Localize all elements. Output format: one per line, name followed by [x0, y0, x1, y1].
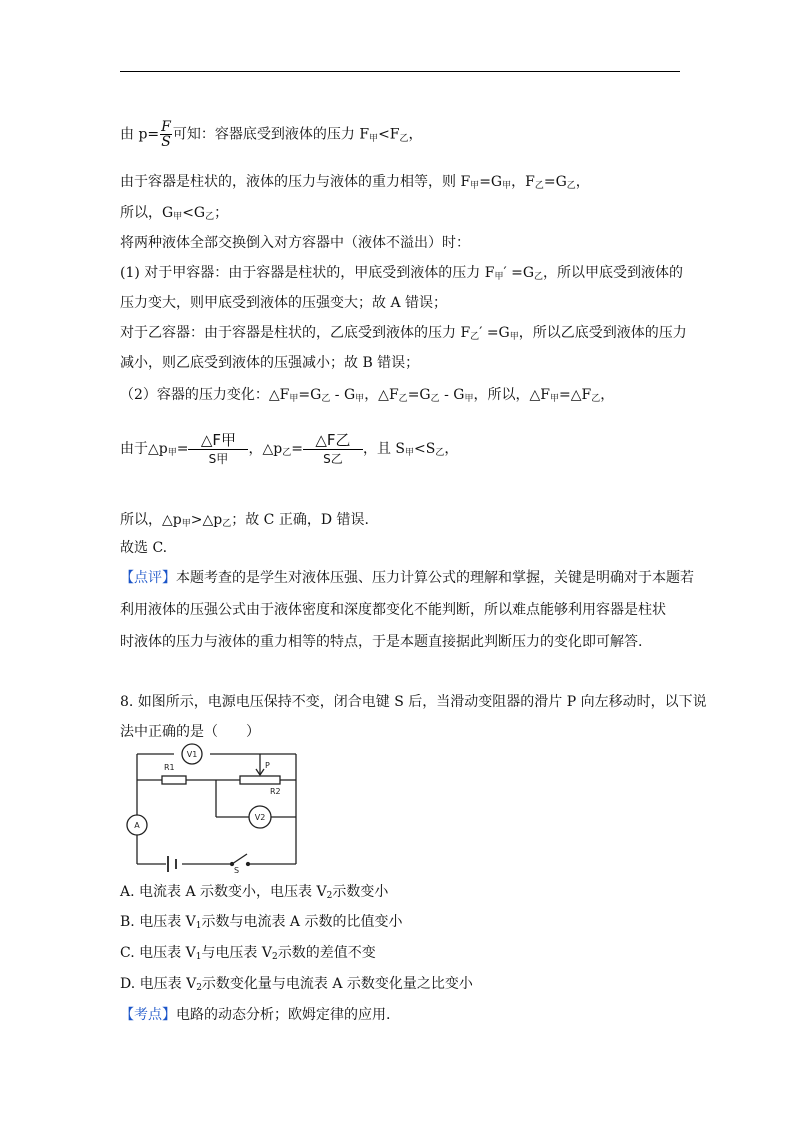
text-line: 所以，△p甲>△p乙；故 C 正确，D 错误.	[120, 512, 369, 529]
option-b: B. 电压表 V1示数与电流表 A 示数的比值变小	[120, 914, 403, 931]
text-line: 所以，G甲<G乙；	[120, 205, 229, 222]
option-a: A. 电流表 A 示数变小，电压表 V2示数变小	[120, 884, 389, 901]
question-line: 8. 如图所示，电源电压保持不变，闭合电键 S 后，当滑动变阻器的滑片 P 向左移动时，以下说	[120, 694, 707, 710]
review-line: 利用液体的压强公式由于液体密度和深度都变化不能判断，所以难点能够利用容器是柱状	[120, 602, 666, 618]
v2-label: V2	[254, 813, 266, 822]
rheostat-r2	[240, 776, 280, 784]
review-line: 【点评】本题考查的是学生对液体压强、压力计算公式的理解和掌握，关键是明确对于本题若	[120, 570, 694, 586]
answer-line: 故选 C.	[120, 540, 168, 556]
p-label: P	[265, 761, 270, 770]
text-line: (1) 对于甲容器：由于容器是柱状的，甲底受到液体的压力 F甲′ =G乙，所以甲底受到液体的	[120, 265, 684, 282]
switch-icon	[232, 854, 247, 864]
text-line: 压力变大，则甲底受到液体的压强变大；故 A 错误；	[120, 295, 448, 311]
review-line: 时液体的压力与液体的重力相等的特点，于是本题直接据此判断压力的变化即可解答.	[120, 634, 643, 650]
text-line: 由于容器是柱状的，液体的压力与液体的重力相等，则 F甲=G甲，F乙=G乙，	[120, 174, 590, 191]
a-label: A	[134, 821, 140, 830]
knowledge-tag: 【考点】	[120, 1007, 176, 1023]
circuit-diagram	[120, 742, 310, 874]
text-line: 将两种液体全部交换倒入对方容器中（液体不溢出）时：	[120, 235, 470, 251]
text-line: 对于乙容器：由于容器是柱状的，乙底受到液体的压力 F乙′ =G甲，所以乙底受到液体的压力	[120, 325, 687, 342]
text-line: 由 p= $\frac{F}{S}$ 可知：容器底受到液体的压力 F甲<F乙，	[120, 119, 423, 150]
option-d: D. 电压表 V2示数变化量与电流表 A 示数变化量之比变小	[120, 976, 473, 993]
v1-label: V1	[186, 750, 198, 759]
text-line: 减小，则乙底受到液体的压强减小；故 B 错误；	[120, 355, 420, 371]
resistor-r1	[162, 776, 186, 784]
r2-label: R2	[270, 787, 281, 796]
option-c: C. 电压表 V1与电压表 V2示数的差值不变	[120, 945, 376, 962]
r1-label: R1	[164, 763, 175, 772]
header-rule	[120, 71, 680, 72]
text-line: （2）容器的压力变化：△F甲=G乙 - G甲，△F乙=G乙 - G甲，所以，△F甲=△F乙，	[120, 387, 615, 404]
knowledge-point-line: 【考点】电路的动态分析；欧姆定律的应用.	[120, 1007, 391, 1023]
fraction-p: $\frac{F}{S}$	[161, 119, 171, 150]
text-line: 由于△p甲= $\frac{\text{△F甲}}{\text{S甲}}$ ，△p乙= $\frac{\text{△F乙}}{\text{S乙}}$ ，且 S甲<S乙，	[120, 430, 459, 466]
review-tag: 【点评】	[120, 570, 176, 586]
question-line: 法中正确的是（ ）	[120, 724, 260, 740]
fraction-delta-f-yi: $\frac{\text{△F乙}}{\text{S乙}}$	[303, 431, 363, 468]
s-label: S	[234, 866, 240, 874]
fraction-delta-f-jia: $\frac{\text{△F甲}}{\text{S甲}}$	[188, 431, 248, 468]
